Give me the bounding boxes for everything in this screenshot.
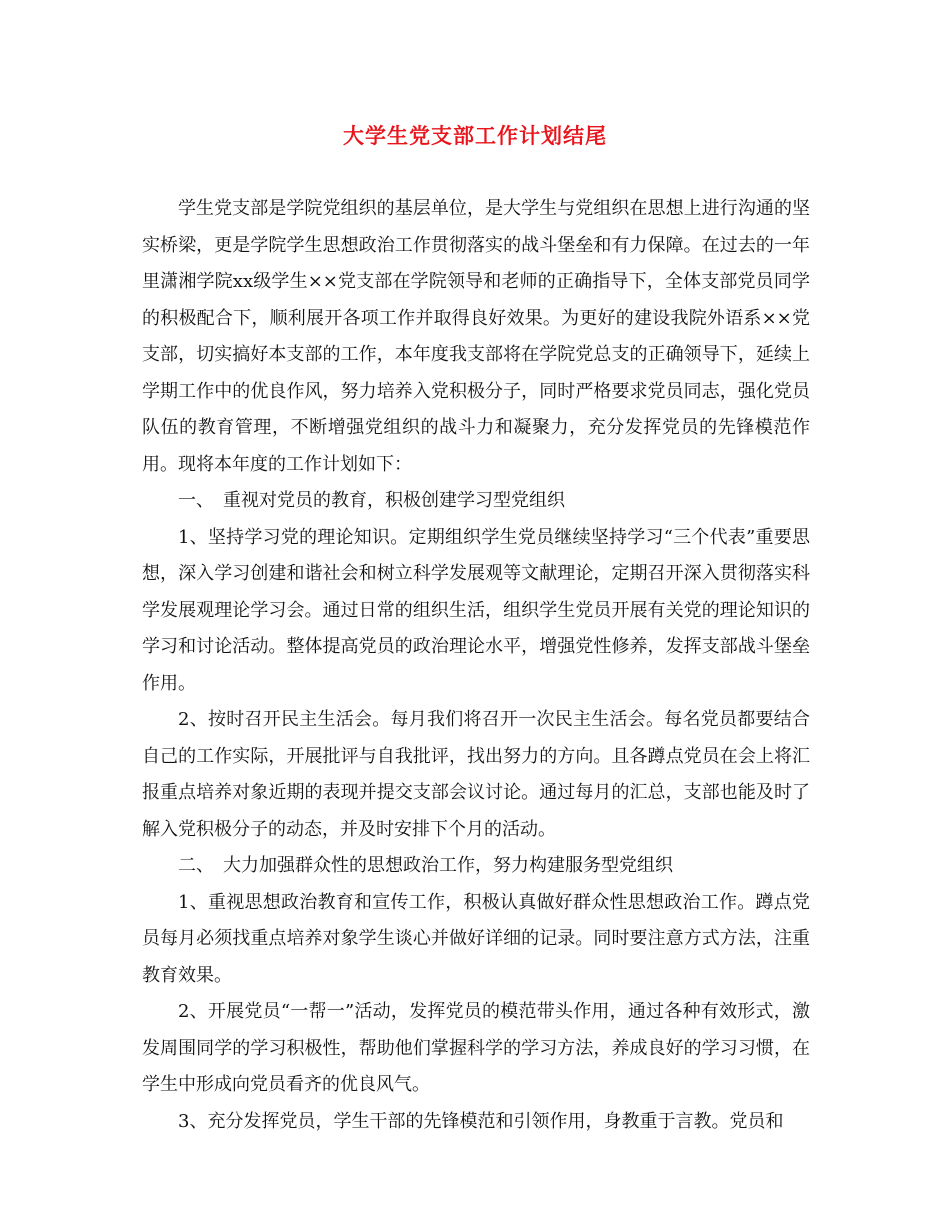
- section-heading-1: 一、 重视对党员的教育，积极创建学习型党组织: [178, 490, 565, 511]
- paragraph-2-3: 3、充分发挥党员，学生干部的先锋模范和引领作用，身教重于言教。党员和: [178, 1110, 784, 1132]
- paragraph-1-2: 2、按时召开民主生活会。每月我们将召开一次民主生活会。每名党员都要结合自己的工作实际，开展批评与自我批评，找出努力的方向。且各蹲点党员在会上将汇报重点培养对象近期的表现并提交支部会议讨论。通过每月的汇总，支部也能及时了解入党积极分子的动态，并及时安排下个月的活动。: [142, 709, 810, 840]
- document-title: 大学生党支部工作计划结尾: [343, 123, 607, 148]
- paragraph-2-2: 2、开展党员“一帮一”活动，发挥党员的模范带头作用，通过各种有效形式，激发周围同学的学习积极性，帮助他们掌握科学的学习方法，养成良好的学习习惯，在学生中形成向党员看齐的优良风气。: [142, 1001, 810, 1095]
- document-body: [142, 191, 810, 1140]
- paragraph-1-1: 1、坚持学习党的理论知识。定期组织学生党员继续坚持学习“三个代表”重要思想，深入学习创建和谐社会和树立科学发展观等文献理论，定期召开深入贯彻落实科学发展观理论学习会。通过日常的组织生活，组织学生党员开展有关党的理论知识的学习和讨论活动。整体提高党员的政治理论水平，增强党性修养，发挥支部战斗堡垒作用。: [142, 526, 810, 694]
- section-heading-2: 二、 大力加强群众性的思想政治工作，努力构建服务型党组织: [178, 855, 673, 876]
- paragraph-intro: 学生党支部是学院党组织的基层单位，是大学生与党组织在思想上进行沟通的坚实桥梁，更是学院学生思想政治工作贯彻落实的战斗堡垒和有力保障。在过去的一年里潇湘学院xx级学生××党支部在学院领导和老师的正确指导下，全体支部党员同学的积极配合下，顺利展开各项工作并取得良好效果。为更好的建设我院外语系××党支部，切实搞好本支部的工作，本年度我支部将在学院党总支的正确领导下，延续上学期工作中的优良作风，努力培养入党积极分子，同时严格要求党员同志，强化党员队伍的教育管理，不断增强党组织的战斗力和凝聚力，充分发挥党员的先锋模范作用。现将本年度的工作计划如下：: [142, 198, 810, 475]
- paragraph-2-1: 1、重视思想政治教育和宣传工作，积极认真做好群众性思想政治工作。蹲点党员每月必须找重点培养对象学生谈心并做好详细的记录。同时要注意方式方法，注重教育效果。: [142, 891, 810, 986]
